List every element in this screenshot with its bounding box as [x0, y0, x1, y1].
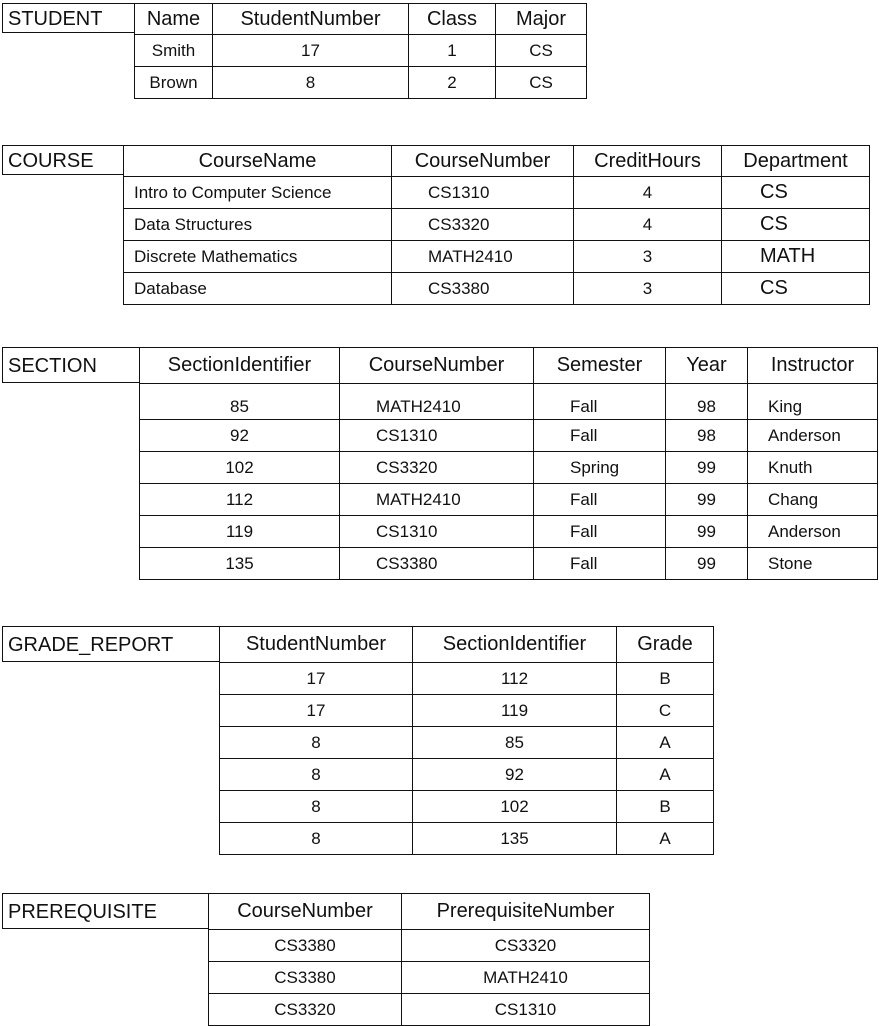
cell: Brown [135, 67, 213, 99]
column-header: Grade [617, 627, 714, 663]
cell: 8 [220, 791, 413, 823]
cell: CS3380 [209, 930, 402, 962]
table-row [124, 209, 870, 241]
cell: 112 [413, 663, 617, 695]
cell: 3 [574, 241, 722, 273]
cell: CS3380 [392, 273, 574, 305]
prerequisite-table [208, 893, 650, 1026]
table-row [124, 241, 870, 273]
column-header: Semester [534, 348, 666, 384]
column-header: Class [409, 4, 496, 35]
cell: 102 [413, 791, 617, 823]
table-row [135, 67, 587, 99]
table-row [124, 273, 870, 305]
cell: Data Structures [124, 209, 392, 241]
table-row [140, 420, 878, 452]
grade-report-header-row [220, 627, 714, 663]
cell: CS3380 [209, 962, 402, 994]
cell: 8 [220, 727, 413, 759]
table-row [220, 823, 714, 855]
cell: CS3320 [340, 452, 534, 484]
table-row [140, 484, 878, 516]
cell: Fall [534, 548, 666, 580]
cell: CS [722, 273, 870, 305]
cell: 99 [666, 484, 748, 516]
cell: 112 [140, 484, 340, 516]
table-row [209, 930, 650, 962]
column-header: SectionIdentifier [140, 348, 340, 384]
cell: Spring [534, 452, 666, 484]
cell: CS1310 [402, 994, 650, 1026]
cell: CS [496, 35, 587, 67]
cell: CS [496, 67, 587, 99]
table-row [135, 35, 587, 67]
cell: 4 [574, 177, 722, 209]
cell: 17 [220, 695, 413, 727]
table-row [140, 516, 878, 548]
student-table [134, 3, 587, 99]
cell: C [617, 695, 714, 727]
cell: MATH2410 [402, 962, 650, 994]
table-row [220, 791, 714, 823]
cell: Chang [748, 484, 878, 516]
prerequisite-header-row [209, 894, 650, 930]
table-row [140, 384, 878, 420]
column-header: CourseName [124, 146, 392, 177]
cell: 119 [413, 695, 617, 727]
cell: 99 [666, 548, 748, 580]
cell: 92 [413, 759, 617, 791]
cell: 98 [666, 384, 748, 420]
cell: 119 [140, 516, 340, 548]
cell: A [617, 759, 714, 791]
table-row [220, 663, 714, 695]
cell: 8 [213, 67, 409, 99]
cell: 99 [666, 452, 748, 484]
cell: 85 [140, 384, 340, 420]
table-row [220, 759, 714, 791]
section-table-name: SECTION [2, 347, 139, 383]
cell: 98 [666, 420, 748, 452]
cell: CS [722, 209, 870, 241]
column-header: Name [135, 4, 213, 35]
cell: Smith [135, 35, 213, 67]
cell: MATH2410 [340, 484, 534, 516]
cell: CS3320 [209, 994, 402, 1026]
cell: A [617, 727, 714, 759]
column-header: StudentNumber [213, 4, 409, 35]
cell: Database [124, 273, 392, 305]
cell: B [617, 791, 714, 823]
table-row [124, 177, 870, 209]
column-header: StudentNumber [220, 627, 413, 663]
cell: Stone [748, 548, 878, 580]
cell: CS1310 [392, 177, 574, 209]
column-header: Year [666, 348, 748, 384]
cell: CS3320 [402, 930, 650, 962]
course-table [123, 145, 870, 305]
table-row [140, 548, 878, 580]
cell: CS1310 [340, 516, 534, 548]
cell: B [617, 663, 714, 695]
cell: 1 [409, 35, 496, 67]
grade-report-table [219, 626, 714, 855]
column-header: Department [722, 146, 870, 177]
cell: Fall [534, 484, 666, 516]
cell: Intro to Computer Science [124, 177, 392, 209]
cell: 8 [220, 823, 413, 855]
column-header: SectionIdentifier [413, 627, 617, 663]
grade-report-table-name: GRADE_REPORT [2, 626, 219, 662]
section-table [139, 347, 878, 580]
cell: Fall [534, 420, 666, 452]
cell: Fall [534, 516, 666, 548]
cell: Knuth [748, 452, 878, 484]
cell: MATH2410 [392, 241, 574, 273]
course-header-row [124, 146, 870, 177]
cell: MATH2410 [340, 384, 534, 420]
cell: 85 [413, 727, 617, 759]
section-header-row [140, 348, 878, 384]
cell: 99 [666, 516, 748, 548]
cell: MATH [722, 241, 870, 273]
cell: 92 [140, 420, 340, 452]
table-row [140, 452, 878, 484]
student-table-name: STUDENT [2, 3, 134, 33]
column-header: Instructor [748, 348, 878, 384]
column-header: CourseNumber [340, 348, 534, 384]
column-header: CourseNumber [209, 894, 402, 930]
cell: Fall [534, 384, 666, 420]
column-header: PrerequisiteNumber [402, 894, 650, 930]
cell: 135 [140, 548, 340, 580]
cell: 135 [413, 823, 617, 855]
column-header: Major [496, 4, 587, 35]
cell: Anderson [748, 420, 878, 452]
cell: CS3320 [392, 209, 574, 241]
cell: King [748, 384, 878, 420]
column-header: CreditHours [574, 146, 722, 177]
cell: 2 [409, 67, 496, 99]
cell: CS3380 [340, 548, 534, 580]
cell: 17 [220, 663, 413, 695]
cell: Anderson [748, 516, 878, 548]
course-table-name: COURSE [2, 145, 123, 175]
cell: 102 [140, 452, 340, 484]
cell: CS1310 [340, 420, 534, 452]
cell: 8 [220, 759, 413, 791]
table-row [220, 695, 714, 727]
table-row [209, 994, 650, 1026]
cell: 3 [574, 273, 722, 305]
column-header: CourseNumber [392, 146, 574, 177]
student-header-row [135, 4, 587, 35]
cell: 17 [213, 35, 409, 67]
cell: Discrete Mathematics [124, 241, 392, 273]
cell: CS [722, 177, 870, 209]
table-row [220, 727, 714, 759]
cell: 4 [574, 209, 722, 241]
cell: A [617, 823, 714, 855]
prerequisite-table-name: PREREQUISITE [2, 893, 208, 929]
table-row [209, 962, 650, 994]
